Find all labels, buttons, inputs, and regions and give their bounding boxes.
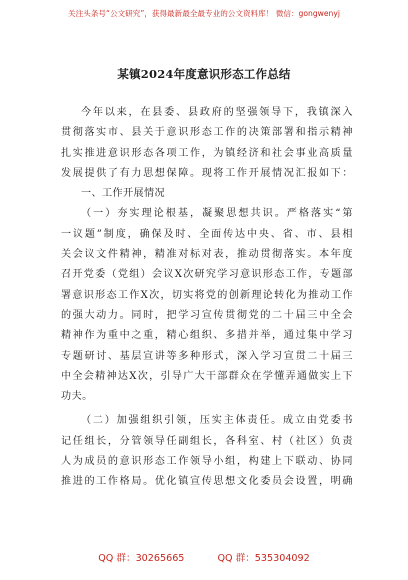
- text-line: 今年以来，在县委、县政府的坚强领导下，我镇深入: [81, 107, 353, 118]
- paragraph-organization: [61, 411, 353, 492]
- text-line: 记任组长，分管领导任副组长，各科室、村（社区）负责: [61, 435, 353, 447]
- text-line: 推进的工作格局。优化镇宣传思想文化委员会设置，明确: [61, 476, 353, 488]
- text-line: 功夫。: [61, 391, 93, 403]
- text-line: 精神作为重中之重，精心组织、多措并举，通过集中学习: [61, 330, 353, 342]
- text-line: 中全会精神达X次，引导广大干部群众在学懂弄通做实上下: [61, 370, 353, 382]
- qq-group-1: QQ 群：30265665: [98, 553, 185, 564]
- qq-group-2: QQ 群：535304092: [217, 553, 310, 564]
- text-line: （一）夯实理论根基，凝聚思想共识。严格落实“第: [81, 208, 353, 220]
- header-note: 关注头条号“公文研究”，获得最新最全最专业的公文资料库！ 微信：gongwenyj: [68, 9, 340, 18]
- paragraph-theory: [61, 204, 353, 407]
- text-line: 的强大动力。同时，把学习宣传贯彻党的二十届三中全会: [61, 309, 353, 321]
- document-body: [61, 103, 353, 493]
- document-title: 某镇2024年度意识形态工作总结: [117, 67, 291, 81]
- text-line: 人为成员的意识形态工作领导小组，构建上下联动、协同: [61, 456, 353, 468]
- text-line: 一议题”制度，确保及时、全面传达中央、省、市、县相: [61, 228, 353, 240]
- section-heading: 一、工作开展情况: [81, 188, 165, 200]
- text-line: （二）加强组织引领，压实主体责任。成立由党委书: [81, 415, 353, 427]
- text-line: 署意识形态工作X次，切实将党的创新理论转化为推动工作: [61, 289, 353, 301]
- text-line: 专题研讨、基层宣讲等多种形式，深入学习宣贯二十届三: [61, 350, 353, 362]
- paragraph-intro: [61, 103, 353, 184]
- footer-contact: [0, 550, 408, 564]
- text-line: 扎实推进意识形态各项工作，为镇经济和社会事业高质量: [61, 147, 353, 159]
- text-line: 发展提供了有力思想保障。现将工作开展情况汇报如下：: [61, 167, 353, 179]
- text-line: 关会议文件精神，精准对标对表，推动贯彻落实。本年度: [61, 249, 353, 261]
- text-line: 召开党委（党组）会议X次研究学习意识形态工作，专题部: [61, 269, 353, 281]
- text-line: 贯彻落实市、县关于意识形态工作的决策部署和指示精神: [61, 127, 353, 139]
